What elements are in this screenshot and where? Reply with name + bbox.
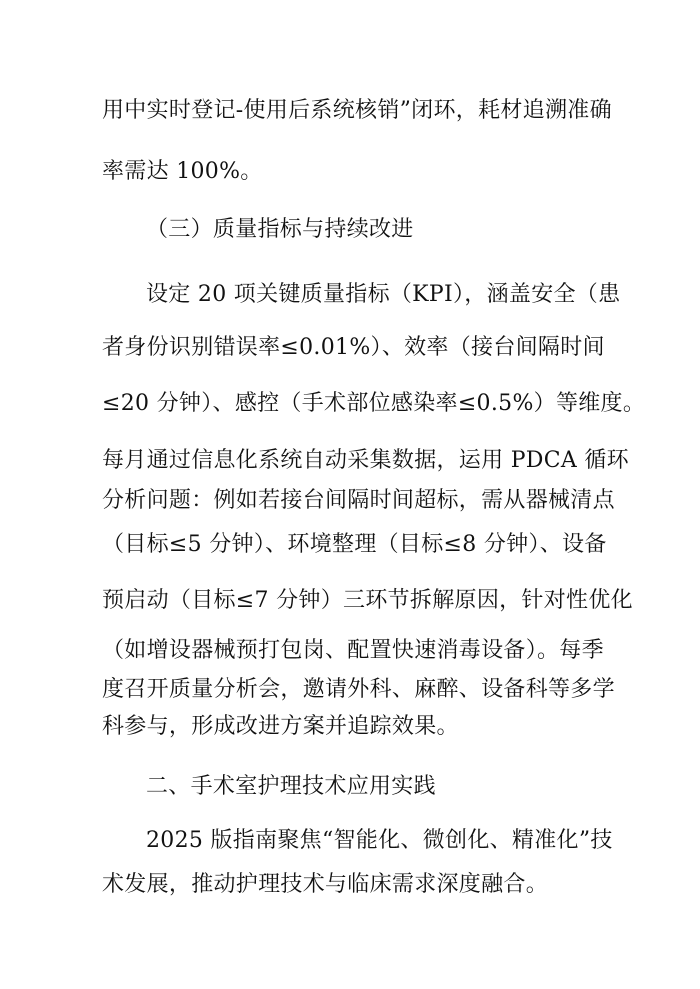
body-text-line: 术发展，推动护理技术与临床需求深度融合。 (102, 872, 549, 897)
section-heading: （三）质量指标与持续改进 (146, 217, 414, 242)
body-text-line: 预启动（目标≤7 分钟）三环节拆解原因，针对性优化 (102, 588, 633, 613)
body-text-line: ≤20 分钟）、感控（手术部位感染率≤0.5%）等维度。 (102, 391, 646, 416)
body-text-line: 每月通过信息化系统自动采集数据，运用 PDCA 循环 (102, 448, 629, 473)
body-text-line: （目标≤5 分钟）、环境整理（目标≤8 分钟）、设备 (102, 532, 607, 557)
body-text-line: 者身份识别错误率≤0.01%）、效率（接台间隔时间 (102, 335, 605, 360)
body-text-line: 度召开质量分析会，邀请外科、麻醉、设备科等多学 (102, 677, 615, 702)
body-text-line: 2025 版指南聚焦“智能化、微创化、精准化”技 (146, 828, 613, 853)
body-text-line: 分析问题：例如若接台间隔时间超标，需从器械清点 (102, 488, 615, 513)
section-heading: 二、手术室护理技术应用实践 (146, 774, 436, 799)
body-text-line: （如增设器械预打包岗、配置快速消毒设备）。每季 (102, 638, 604, 663)
body-text-line: 科参与，形成改进方案并追踪效果。 (102, 714, 459, 739)
body-text-line: 用中实时登记-使用后系统核销”闭环，耗材追溯准确 (102, 98, 612, 123)
body-text-line: 率需达 100%。 (102, 159, 263, 184)
body-text-line: 设定 20 项关键质量指标（KPI），涵盖安全（患 (146, 282, 621, 307)
